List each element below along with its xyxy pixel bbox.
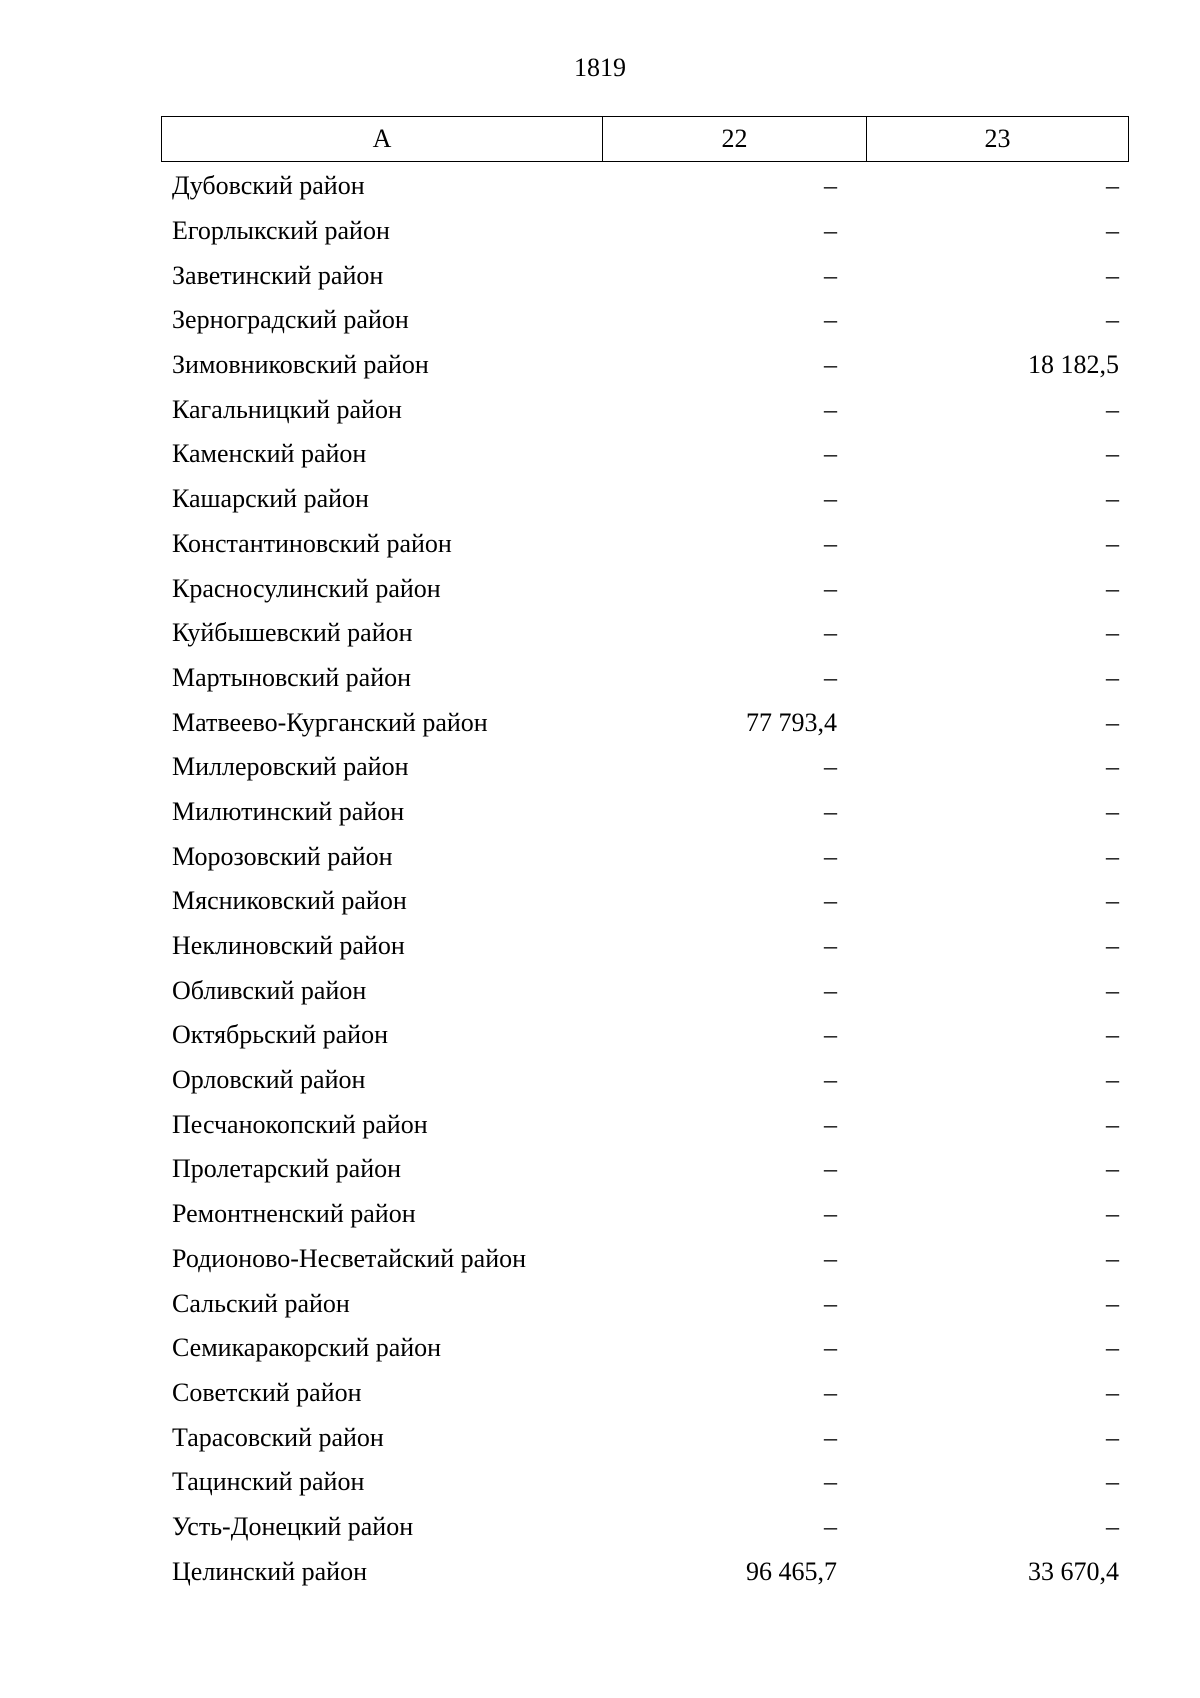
value-col-23: – bbox=[1106, 662, 1119, 692]
table-row bbox=[161, 522, 1129, 567]
value-col-22: 96 465,7 bbox=[746, 1556, 837, 1586]
value-col-23: – bbox=[1106, 1065, 1119, 1095]
value-col-22: – bbox=[824, 1020, 837, 1050]
value-col-23: – bbox=[1106, 1109, 1119, 1139]
value-col-22: – bbox=[824, 350, 837, 380]
value-col-22: – bbox=[824, 1288, 837, 1318]
district-name: Матвеево-Курганский район bbox=[172, 707, 488, 737]
value-col-22: – bbox=[824, 171, 837, 201]
value-col-22: – bbox=[824, 1199, 837, 1229]
value-col-23: – bbox=[1106, 1020, 1119, 1050]
district-name: Целинский район bbox=[172, 1556, 367, 1586]
table-row bbox=[161, 656, 1129, 701]
district-name: Песчанокопский район bbox=[172, 1109, 428, 1139]
value-col-22: – bbox=[824, 1377, 837, 1407]
table-row bbox=[161, 1013, 1129, 1058]
value-col-22: – bbox=[824, 528, 837, 558]
district-name: Ремонтненский район bbox=[172, 1199, 416, 1229]
value-col-23: – bbox=[1106, 394, 1119, 424]
district-name: Обливский район bbox=[172, 975, 367, 1005]
value-col-23: – bbox=[1106, 573, 1119, 603]
value-col-23: – bbox=[1106, 886, 1119, 916]
value-col-23: – bbox=[1106, 931, 1119, 961]
district-name: Дубовский район bbox=[172, 171, 365, 201]
district-name: Советский район bbox=[172, 1377, 362, 1407]
value-col-23: 18 182,5 bbox=[1028, 350, 1119, 380]
table-row bbox=[161, 834, 1129, 879]
table-header bbox=[161, 116, 1129, 162]
table-row bbox=[161, 298, 1129, 343]
table-row bbox=[161, 343, 1129, 388]
district-name: Куйбышевский район bbox=[172, 618, 413, 648]
table-row bbox=[161, 1371, 1129, 1416]
value-col-23: – bbox=[1106, 1243, 1119, 1273]
table-row bbox=[161, 700, 1129, 745]
table-row bbox=[161, 879, 1129, 924]
value-col-23: – bbox=[1106, 841, 1119, 871]
district-name: Семикаракорский район bbox=[172, 1333, 442, 1363]
column-header-22: 22 bbox=[603, 117, 867, 161]
value-col-22: – bbox=[824, 1422, 837, 1452]
value-col-23: – bbox=[1106, 171, 1119, 201]
value-col-23: – bbox=[1106, 260, 1119, 290]
district-name: Зерноградский район bbox=[172, 305, 409, 335]
district-name: Пролетарский район bbox=[172, 1154, 402, 1184]
table-row bbox=[161, 1281, 1129, 1326]
column-header-23: 23 bbox=[984, 124, 1011, 153]
value-col-22: – bbox=[824, 618, 837, 648]
table-row bbox=[161, 611, 1129, 656]
district-name: Константиновский район bbox=[172, 528, 452, 558]
table-row bbox=[161, 387, 1129, 432]
value-col-22: – bbox=[824, 216, 837, 246]
value-col-22: – bbox=[824, 1065, 837, 1095]
table-row bbox=[161, 745, 1129, 790]
district-name: Егорлыкский район bbox=[172, 216, 390, 246]
table-row bbox=[161, 1102, 1129, 1147]
value-col-23: – bbox=[1106, 752, 1119, 782]
value-col-22: – bbox=[824, 439, 837, 469]
value-col-23: – bbox=[1106, 305, 1119, 335]
value-col-22: – bbox=[824, 841, 837, 871]
table-row bbox=[161, 1192, 1129, 1237]
table-row bbox=[161, 1415, 1129, 1460]
district-name: Неклиновский район bbox=[172, 931, 405, 961]
value-col-23: – bbox=[1106, 618, 1119, 648]
value-col-22: – bbox=[824, 1154, 837, 1184]
page-number: 1819 bbox=[574, 53, 626, 82]
value-col-22: – bbox=[824, 1243, 837, 1273]
table-row bbox=[161, 1549, 1129, 1594]
district-name: Мясниковский район bbox=[172, 886, 407, 916]
table-row bbox=[161, 924, 1129, 969]
value-col-22: – bbox=[824, 931, 837, 961]
table-row bbox=[161, 1326, 1129, 1371]
district-name: Октябрьский район bbox=[172, 1020, 388, 1050]
value-col-23: – bbox=[1106, 1288, 1119, 1318]
district-name: Кашарский район bbox=[172, 484, 369, 514]
value-col-23: – bbox=[1106, 1199, 1119, 1229]
value-col-23: – bbox=[1106, 1467, 1119, 1497]
district-name: Сальский район bbox=[172, 1288, 350, 1318]
value-col-23: – bbox=[1106, 707, 1119, 737]
table-row bbox=[161, 209, 1129, 254]
value-col-22: – bbox=[824, 1333, 837, 1363]
value-col-22: – bbox=[824, 1511, 837, 1541]
table-row bbox=[161, 1147, 1129, 1192]
value-col-22: – bbox=[824, 662, 837, 692]
table-row bbox=[161, 790, 1129, 835]
value-col-23: – bbox=[1106, 528, 1119, 558]
value-col-23: – bbox=[1106, 796, 1119, 826]
value-col-22: – bbox=[824, 573, 837, 603]
value-col-22: – bbox=[824, 752, 837, 782]
value-col-23: – bbox=[1106, 1154, 1119, 1184]
value-col-22: – bbox=[824, 796, 837, 826]
table-row bbox=[161, 566, 1129, 611]
value-col-23: – bbox=[1106, 484, 1119, 514]
district-name: Усть-Донецкий район bbox=[172, 1511, 414, 1541]
column-header-a: А bbox=[162, 117, 603, 161]
district-name: Милютинский район bbox=[172, 796, 405, 826]
district-name: Красносулинский район bbox=[172, 573, 441, 603]
value-col-22: – bbox=[824, 260, 837, 290]
table-row bbox=[161, 1058, 1129, 1103]
value-col-23: – bbox=[1106, 1511, 1119, 1541]
value-col-23: – bbox=[1106, 216, 1119, 246]
table-row bbox=[161, 477, 1129, 522]
district-name: Мартыновский район bbox=[172, 662, 412, 692]
value-col-23: – bbox=[1106, 439, 1119, 469]
value-col-22: – bbox=[824, 1467, 837, 1497]
value-col-22: – bbox=[824, 975, 837, 1005]
table-row bbox=[161, 432, 1129, 477]
district-name: Кагальницкий район bbox=[172, 394, 402, 424]
value-col-23: 33 670,4 bbox=[1028, 1556, 1119, 1586]
value-col-22: – bbox=[824, 1109, 837, 1139]
table-row bbox=[161, 1237, 1129, 1282]
value-col-22: – bbox=[824, 886, 837, 916]
value-col-22: 77 793,4 bbox=[746, 707, 837, 737]
district-name: Орловский район bbox=[172, 1065, 366, 1095]
value-col-23: – bbox=[1106, 975, 1119, 1005]
district-name: Морозовский район bbox=[172, 841, 393, 871]
value-col-23: – bbox=[1106, 1333, 1119, 1363]
district-name: Каменский район bbox=[172, 439, 367, 469]
district-name: Тарасовский район bbox=[172, 1422, 384, 1452]
table-body bbox=[161, 164, 1129, 1594]
value-col-23: – bbox=[1106, 1377, 1119, 1407]
district-name: Родионово-Несветайский район bbox=[172, 1243, 527, 1273]
value-col-22: – bbox=[824, 305, 837, 335]
district-name: Тацинский район bbox=[172, 1467, 365, 1497]
district-name: Миллеровский район bbox=[172, 752, 409, 782]
table-row bbox=[161, 253, 1129, 298]
table-row bbox=[161, 1460, 1129, 1505]
value-col-22: – bbox=[824, 484, 837, 514]
table-row bbox=[161, 1505, 1129, 1550]
value-col-22: – bbox=[824, 394, 837, 424]
district-name: Зимовниковский район bbox=[172, 350, 429, 380]
table-row bbox=[161, 164, 1129, 209]
table-row bbox=[161, 968, 1129, 1013]
district-name: Заветинский район bbox=[172, 260, 384, 290]
value-col-23: – bbox=[1106, 1422, 1119, 1452]
